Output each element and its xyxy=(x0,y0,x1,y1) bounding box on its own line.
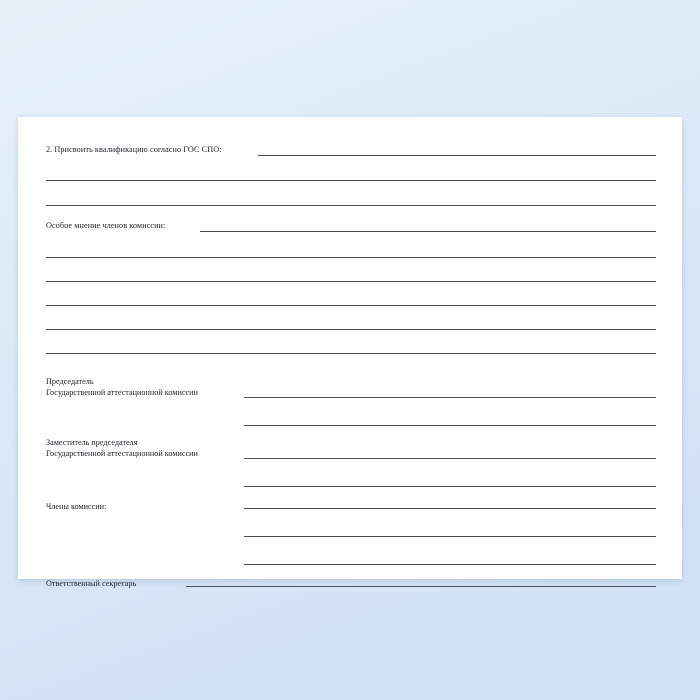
signature-block-chairman xyxy=(46,376,656,431)
deputy-signature-rule-2[interactable] xyxy=(244,486,656,487)
blank-rule xyxy=(46,353,656,354)
opinion-blank-row-5 xyxy=(46,341,656,365)
document-sheet xyxy=(18,117,682,588)
blank-rule xyxy=(46,305,656,306)
signature-block-deputy xyxy=(46,437,656,492)
item2-blank-row-2 xyxy=(46,193,656,218)
signature-block-members xyxy=(46,498,656,570)
deputy-title-line2: Государственной аттестационной комиссии xyxy=(46,449,198,458)
chairman-title-line1: Председатель xyxy=(46,377,94,386)
opinion-blank-row-3 xyxy=(46,293,656,317)
secretary-signature-rule-1[interactable] xyxy=(186,586,656,587)
members-signature-rule-1[interactable] xyxy=(244,508,656,509)
blank-rule xyxy=(46,205,656,206)
signature-block-secretary xyxy=(46,576,656,598)
item2-blank-row-1 xyxy=(46,168,656,193)
blank-rule xyxy=(46,281,656,282)
secretary-title-line1: Ответственный секретарь xyxy=(46,579,137,588)
item2-label: 2. Присвоить квалификацию согласно ГОС СПО: xyxy=(46,145,222,154)
item2-inline-rule xyxy=(258,155,656,156)
opinion-blank-row-4 xyxy=(46,317,656,341)
blank-rule xyxy=(46,180,656,181)
document-content xyxy=(46,142,656,588)
blank-rule xyxy=(46,257,656,258)
blank-rule xyxy=(46,329,656,330)
opinion-blank-row-1 xyxy=(46,245,656,269)
members-signature-rule-2[interactable] xyxy=(244,536,656,537)
deputy-title-line1: Заместитель председателя xyxy=(46,438,138,447)
opinion-row xyxy=(46,218,656,245)
opinion-inline-rule xyxy=(200,231,656,232)
chairman-signature-rule-2[interactable] xyxy=(244,425,656,426)
chairman-signature-rule-1[interactable] xyxy=(244,397,656,398)
chairman-title-line2: Государственной аттестационной комиссии xyxy=(46,388,198,397)
members-signature-rule-3[interactable] xyxy=(244,564,656,565)
item2-row xyxy=(46,142,656,168)
deputy-signature-rule-1[interactable] xyxy=(244,458,656,459)
opinion-blank-row-2 xyxy=(46,269,656,293)
members-title-line1: Члены комиссии: xyxy=(46,502,107,511)
opinion-label: Особое мнение членов комиссии: xyxy=(46,221,166,230)
